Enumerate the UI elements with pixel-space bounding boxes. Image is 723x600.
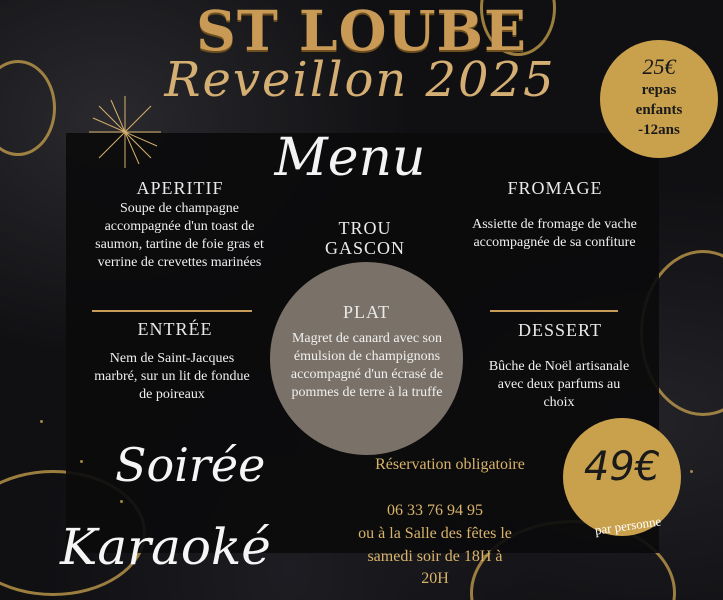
karaoke-script: Karaoké bbox=[60, 518, 271, 576]
aperitif-text: Soupe de champagne accompagnée d'un toast de saumon, tartine de foie gras et verrine de crevettes marinées bbox=[95, 201, 264, 270]
gold-ribbon-decoration bbox=[0, 60, 56, 156]
entree-text: Nem de Saint-Jacques marbré, sur un lit de fondue de poireaux bbox=[94, 351, 250, 402]
poster-title: ST LOUBE bbox=[196, 0, 527, 63]
poster-subtitle: Reveillon 2025 bbox=[164, 52, 556, 108]
kids-line-2: enfants bbox=[635, 102, 683, 118]
gold-dot-decoration bbox=[80, 460, 83, 463]
reservation-phone: 06 33 76 94 95 bbox=[387, 502, 483, 519]
main-price: 49€ bbox=[583, 444, 661, 490]
aperitif-heading: APERITIF bbox=[136, 178, 224, 198]
reservation-line-3: 20H bbox=[421, 570, 449, 587]
reservation-headline: Réservation obligatoire bbox=[375, 456, 525, 473]
menu-heading: Menu bbox=[274, 128, 426, 188]
gold-dot-decoration bbox=[40, 420, 43, 423]
kids-price: 25€ bbox=[642, 54, 676, 79]
fromage-heading: FROMAGE bbox=[507, 178, 603, 198]
plat-heading: PLAT bbox=[342, 302, 390, 322]
plat-text: Magret de canard avec son émulsion de champignons accompagné d'un écrasé de pommes de terre à la truffe bbox=[290, 331, 444, 400]
dessert-text: Bûche de Noël artisanale avec deux parfums au choix bbox=[488, 359, 630, 410]
kids-line-1: repas bbox=[641, 82, 677, 98]
reservation-line-1: ou à la Salle des fêtes le bbox=[358, 525, 512, 542]
dessert-heading: DESSERT bbox=[518, 320, 602, 340]
kids-price-badge bbox=[600, 40, 718, 158]
entree-heading: ENTRÉE bbox=[137, 319, 213, 339]
soiree-script: Soirée bbox=[115, 438, 266, 492]
gold-dot-decoration bbox=[690, 470, 693, 473]
reservation-line-2: samedi soir de 18H à bbox=[367, 548, 503, 565]
gold-dot-decoration bbox=[120, 500, 123, 503]
trou-heading-line-2: GASCON bbox=[324, 238, 405, 258]
fromage-text: Assiette de fromage de vache accompagnée de sa confiture bbox=[472, 217, 637, 250]
trou-heading-line-1: TROU bbox=[338, 218, 392, 238]
gold-divider bbox=[490, 310, 618, 312]
main-price-note: par personne bbox=[593, 513, 663, 538]
gold-divider bbox=[92, 310, 252, 312]
kids-line-3: -12ans bbox=[638, 122, 680, 138]
